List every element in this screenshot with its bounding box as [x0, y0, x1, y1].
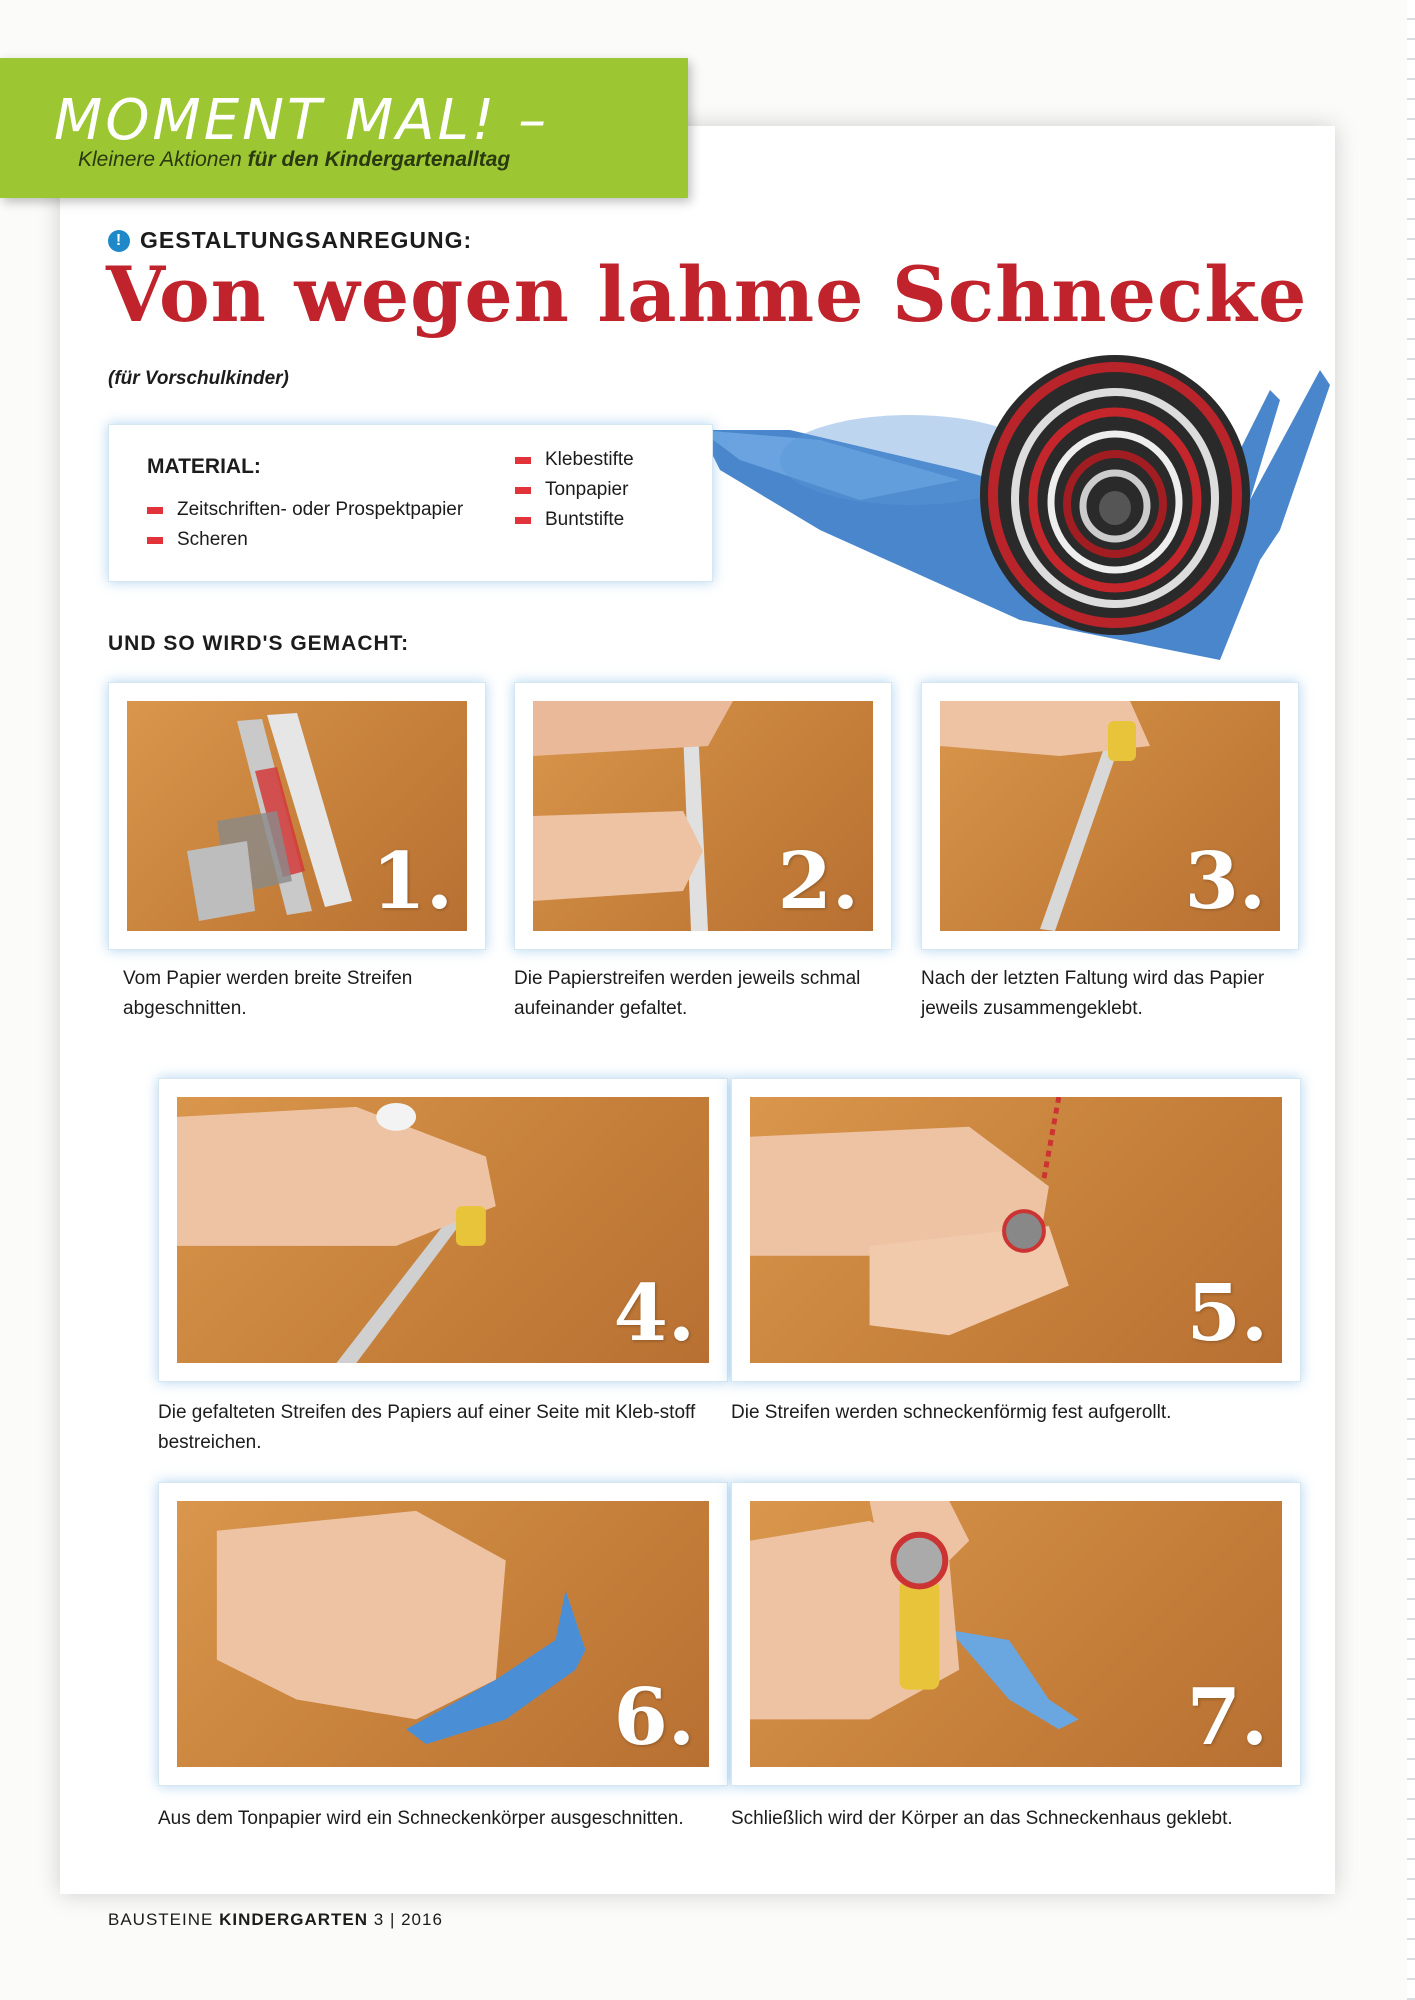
bullet-icon: [147, 507, 163, 514]
info-icon: !: [108, 230, 130, 252]
snail-hero-image: [660, 330, 1360, 670]
step-card-3: [921, 682, 1299, 950]
publication-name: BAUSTEINE: [108, 1910, 214, 1929]
material-list-left: [147, 495, 463, 555]
page-footer: [108, 1910, 443, 1930]
material-item: [147, 525, 463, 555]
step-photo-attaching-body: [750, 1501, 1282, 1767]
step-card-6: [158, 1482, 728, 1786]
audience-note: (für Vorschulkinder): [108, 368, 289, 389]
step-caption-2: Die Papierstreifen werden jeweils schmal aufeinander gefaltet.: [514, 968, 861, 1019]
material-item: [147, 495, 463, 525]
step-photo-folding: [533, 701, 873, 931]
step-caption-1: Vom Papier werden breite Streifen abgeschnitten.: [123, 968, 413, 1019]
page-title: Von wegen lahme Schnecke: [106, 250, 1308, 339]
step-caption-3: Nach der letzten Faltung wird das Papier jeweils zusammengeklebt.: [921, 968, 1265, 1019]
material-item-label: Buntstifte: [545, 509, 625, 530]
step-caption-5: Die Streifen werden schneckenförmig fest aufgerollt.: [731, 1402, 1172, 1423]
step-photo-applying-glue: [177, 1097, 709, 1363]
publication-name-bold: KINDERGARTEN: [219, 1910, 369, 1929]
material-item-label: Tonpapier: [545, 479, 629, 500]
step-number: 6.: [613, 1672, 695, 1763]
step-number: 7.: [1186, 1672, 1268, 1763]
step-caption-6: Aus dem Tonpapier wird ein Schneckenkörper ausgeschnitten.: [158, 1808, 684, 1829]
step-card-5: [731, 1078, 1301, 1382]
step-number: 4.: [613, 1268, 695, 1359]
step-number: 2.: [777, 836, 859, 927]
series-subtitle-plain: Kleinere Aktionen: [78, 148, 242, 171]
scan-edge: [1407, 0, 1415, 2000]
step-photo-paper-strips: [127, 701, 467, 931]
series-title: MOMENT MAL! –: [54, 88, 550, 153]
step-card-4: [158, 1078, 728, 1382]
step-caption-4: Die gefalteten Streifen des Papiers auf einer Seite mit Kleb-stoff bestreichen.: [158, 1402, 696, 1453]
step-caption-7: Schließlich wird der Körper an das Schneckenhaus geklebt.: [731, 1808, 1233, 1829]
kicker-label: GESTALTUNGSANREGUNG:: [140, 227, 473, 253]
material-item-label: Zeitschriften- oder Prospektpapier: [177, 499, 464, 520]
step-number: 1.: [371, 836, 453, 927]
series-subtitle-bold: für den Kindergartenalltag: [247, 148, 511, 171]
issue-number: 3 | 2016: [373, 1910, 443, 1929]
step-photo-cutting-body: [177, 1501, 709, 1767]
material-item-label: Scheren: [177, 529, 248, 550]
bullet-icon: [515, 457, 531, 464]
step-photo-gluing: [940, 701, 1280, 931]
step-photo-rolling: [750, 1097, 1282, 1363]
instructions-heading: UND SO WIRD'S GEMACHT:: [108, 632, 410, 655]
material-item: [515, 505, 634, 535]
step-card-7: [731, 1482, 1301, 1786]
bullet-icon: [515, 517, 531, 524]
series-subtitle: [78, 148, 510, 172]
bullet-icon: [515, 487, 531, 494]
material-item-label: Klebestifte: [545, 449, 634, 470]
material-box: [108, 424, 713, 582]
material-title: MATERIAL:: [147, 455, 261, 478]
step-number: 3.: [1184, 836, 1266, 927]
material-item: [515, 445, 634, 475]
step-card-1: [108, 682, 486, 950]
material-list-right: [515, 445, 634, 535]
step-card-2: [514, 682, 892, 950]
material-item: [515, 475, 634, 505]
step-number: 5.: [1186, 1268, 1268, 1359]
bullet-icon: [147, 537, 163, 544]
